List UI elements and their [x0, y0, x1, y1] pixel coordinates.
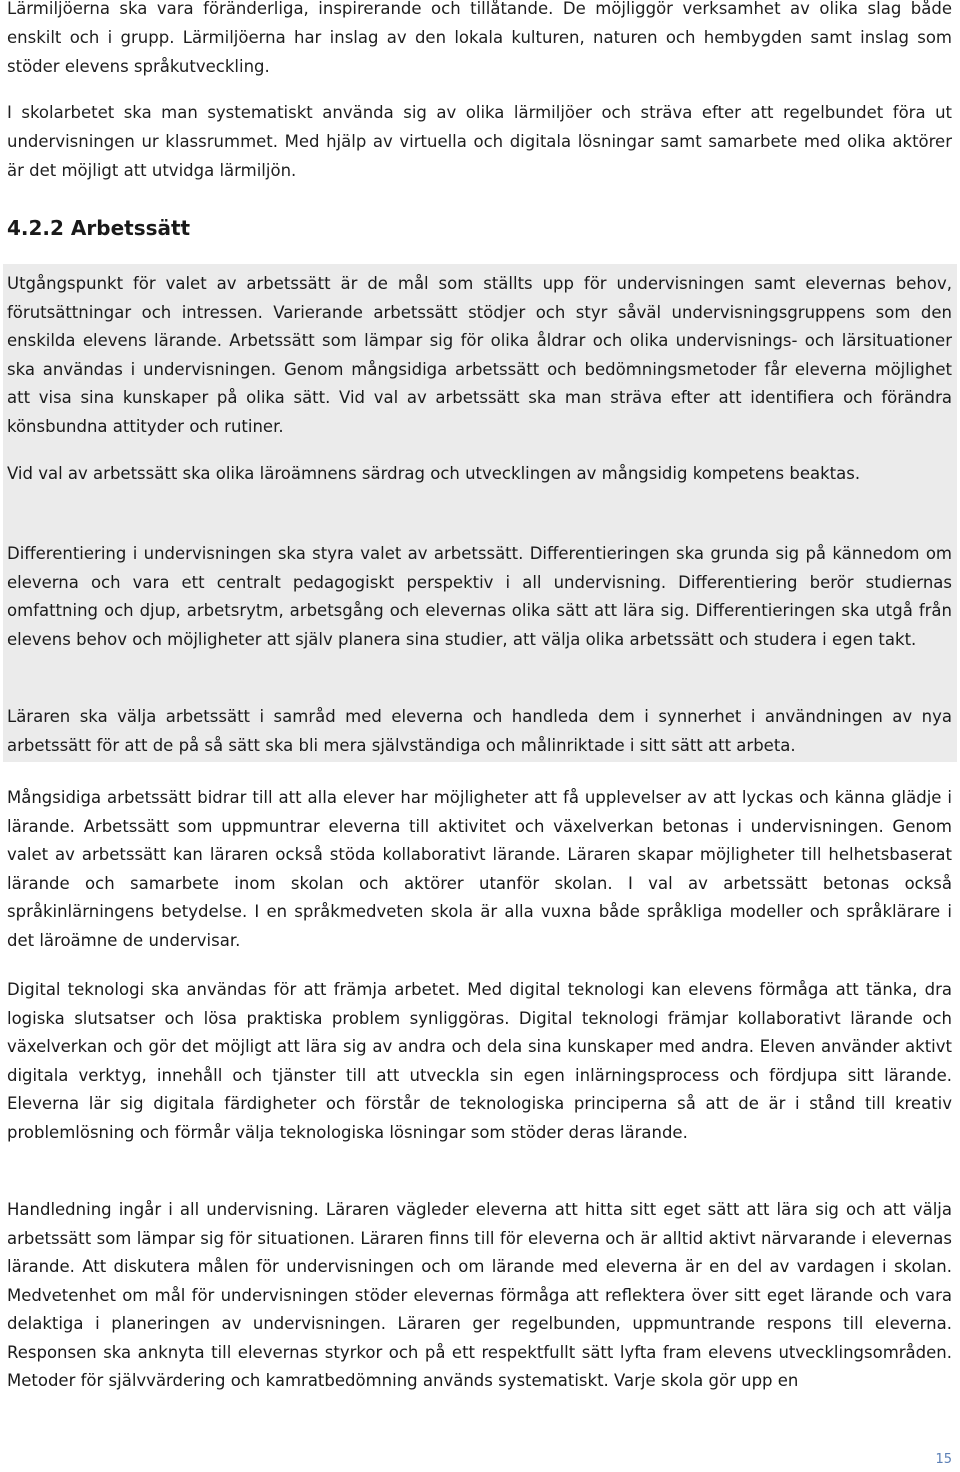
- paragraph-larmnen: Vid val av arbetssätt ska olika läroämnens särdrag och utvecklingen av mångsidig kompetens beaktas.: [7, 464, 861, 483]
- paragraph-mangsidiga: Mångsidiga arbetssätt bidrar till att alla elever har möjligheter att få upplevelser av att lyckas och känna glädje i lärande. Arbetssätt som uppmuntrar eleverna till aktivitet och växelverkan betonas i undervisningen. Genom valet av arbetssätt kan läraren också stöda kollaborativt lärande. Läraren skapar möjligheter till helhetsbaserat lärande och samarbete inom skolan och aktörer utanför skolan. I val av arbetssätt betonas också språkinlärningens betydelse. I en språkmedveten skola är alla vuxna både språkliga modeller och språklärare i det läroämne de undervisar.: [7, 788, 952, 950]
- section-heading: 4.2.2 Arbetssätt: [7, 216, 191, 240]
- paragraph-differentiering: Differentiering i undervisningen ska styra valet av arbetssätt. Differentieringen ska grunda sig på kännedom om eleverna och vara ett centralt pedagogiskt perspektiv i all undervisning. Differentiering berör studiernas omfattning och djup, arbetsrytm, arbetsgång och elevernas olika sätt att lära sig. Differentieringen ska utgå från elevens behov och möjligheter att själv planera sina studier, att välja olika arbetssätt och studera i egen takt.: [7, 544, 952, 649]
- page-number: 15: [935, 1452, 952, 1467]
- paragraph-handledning: Handledning ingår i all undervisning. Läraren vägleder eleverna att hitta sitt eget sätt att lära sig och att välja arbetssätt som lämpar sig för situationen. Läraren finns till för eleverna och är alltid aktivt närvarande i elevernas lärande. Att diskutera målen för undervisningen och om lärande med eleverna är en del av vardagen i skolan. Medvetenhet om mål för undervisningen stöder elevernas förmåga att reflektera över sitt eget lärande och vara delaktiga i planeringen av undervisningen. Läraren ger regelbunden, uppmuntrande respons till eleverna. Responsen ska anknyta till elevernas styrkor och på ett respektfullt sätt lyfta fram elevens utvecklingsområden. Metoder för självvärdering och kamratbedömning används systematiskt. Varje skola gör upp en: [7, 1200, 952, 1390]
- paragraph-larmiljoer: Lärmiljöerna ska vara föränderliga, inspirerande och tillåtande. De möjliggör verksamhet av olika slag både enskilt och i grupp. Lärmiljöerna har inslag av den lokala kulturen, naturen och hembygden samt inslag som stöder elevens språkutveckling.: [7, 0, 952, 76]
- paragraph-digital-teknologi: Digital teknologi ska användas för att främja arbetet. Med digital teknologi kan elevens förmåga att tänka, dra logiska slutsatser och lösa praktiska problem synliggöras. Digital teknologi främjar kollaborativt lärande och växelverkan och gör det möjligt att lära sig av andra och dela sina kunskaper med andra. Eleven använder aktivt digitala verktyg, innehåll och tjänster till att utveckla sin egen inlärningsprocess och fördjupa sitt lärande. Eleverna lär sig digitala färdigheter och förstår de teknologiska principerna så att de är i stånd till kreativ problemlösning och förmår välja teknologiska lösningar som stöder deras lärande.: [7, 980, 952, 1142]
- paragraph-skolarbetet: I skolarbetet ska man systematiskt använda sig av olika lärmiljöer och sträva efter att regelbundet föra ut undervisningen ur klassrummet. Med hjälp av virtuella och digitala lösningar samt samarbete med olika aktörer är det möjligt att utvidga lärmiljön.: [7, 103, 952, 180]
- paragraph-lararen-valja: Läraren ska välja arbetssätt i samråd med eleverna och handleda dem i synnerhet i användningen av nya arbetssätt för att de på så sätt ska bli mera självständiga och målinriktade i sitt sätt att arbeta.: [7, 707, 952, 755]
- paragraph-utgangspunkt: Utgångspunkt för valet av arbetssätt är de mål som ställts upp för undervisningen samt elevernas behov, förutsättningar och intressen. Varierande arbetssätt stödjer och styr såväl undervisningsgruppens som den enskilda elevens lärande. Arbetssätt som lämpar sig för olika åldrar och olika undervisnings- och lärsituationer ska användas i undervisningen. Genom mångsidiga arbetssätt och bedömningsmetoder får eleverna möjlighet att visa sina kunskaper på olika sätt. Vid val av arbetssätt ska man sträva efter att identifiera och förändra könsbundna attityder och rutiner.: [7, 274, 952, 436]
